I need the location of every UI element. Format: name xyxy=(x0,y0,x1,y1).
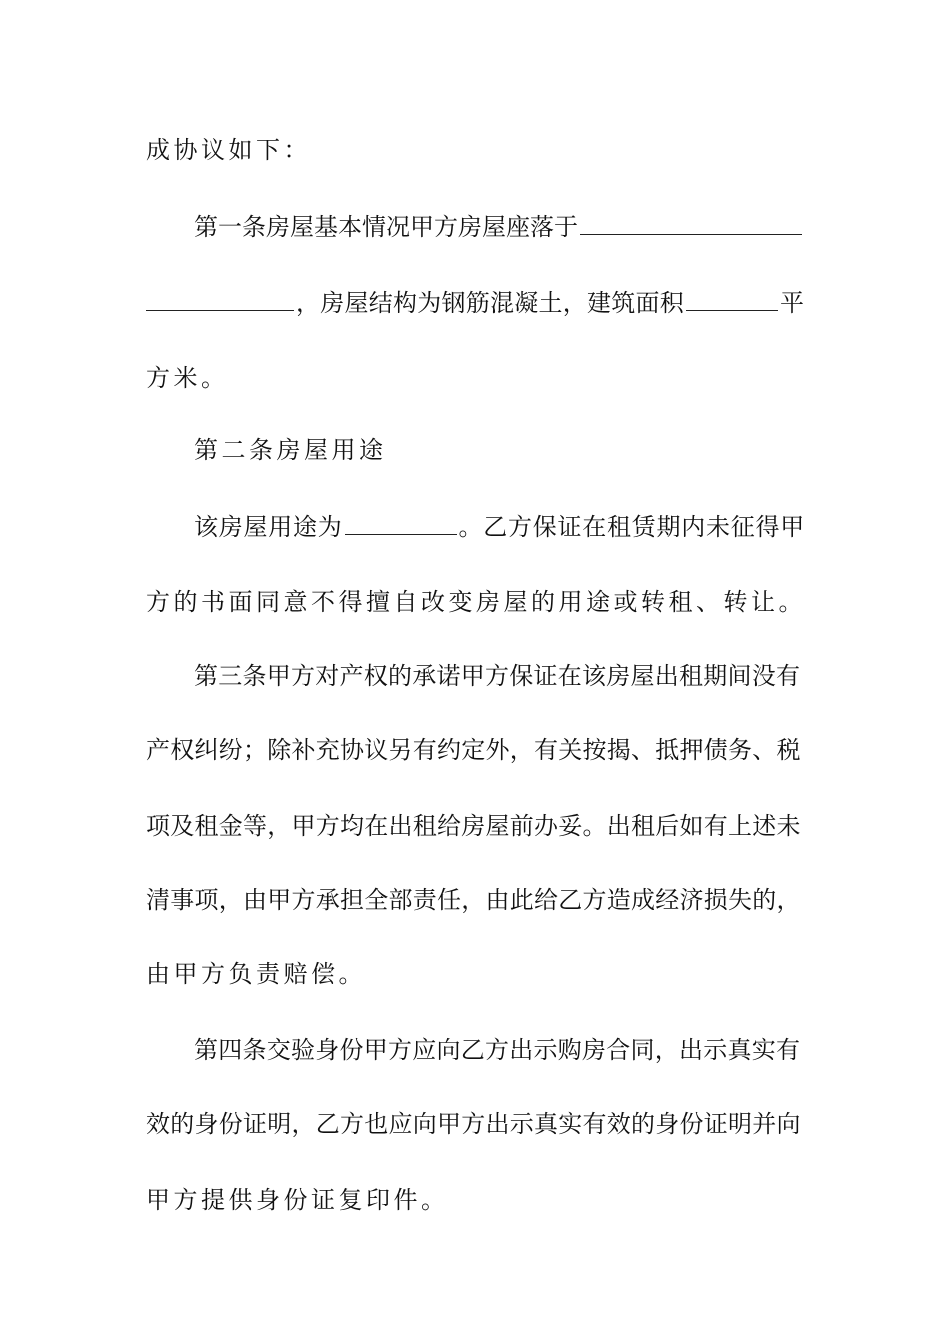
text-line xyxy=(194,508,806,544)
line-text: 第四条交验身份甲方应向乙方出示购房合同，出示真实有 xyxy=(194,1036,801,1064)
line-text: 由甲方负责赔偿。 xyxy=(146,960,366,988)
text-line xyxy=(194,658,806,694)
text-line xyxy=(146,1106,806,1142)
text-line xyxy=(146,732,806,768)
section-heading xyxy=(194,432,806,468)
text-line xyxy=(146,956,806,992)
text-line xyxy=(146,360,806,396)
line-text: 清事项，由甲方承担全部责任，由此给乙方造成经济损失的， xyxy=(146,886,801,914)
text-line xyxy=(194,208,806,244)
text-line xyxy=(146,882,806,918)
fill-in-blank xyxy=(146,284,294,311)
text-line xyxy=(194,1032,806,1068)
line-text: 项及租金等，甲方均在出租给房屋前办妥。出租后如有上述未 xyxy=(146,812,801,840)
line-text: 。乙方保证在租赁期内未征得甲 xyxy=(458,513,805,541)
line-text: 成协议如下： xyxy=(146,136,311,164)
line-text: 第三条甲方对产权的承诺甲方保证在该房屋出租期间没有 xyxy=(194,662,801,690)
line-text: 方的书面同意不得擅自改变房屋的用途或转租、转让。 xyxy=(146,588,806,616)
line-text: 平 xyxy=(780,289,805,317)
fill-in-blank xyxy=(345,508,457,535)
line-text: 第二条房屋用途 xyxy=(194,436,387,464)
text-line xyxy=(146,584,806,620)
text-line xyxy=(146,1182,806,1218)
line-text: 第一条房屋基本情况甲方房屋座落于 xyxy=(194,213,578,241)
line-text: ，房屋结构为钢筋混凝土，建筑面积 xyxy=(296,289,684,317)
text-line xyxy=(146,284,806,320)
line-text: 方米。 xyxy=(146,364,229,392)
fill-in-blank xyxy=(686,284,778,311)
line-text: 甲方提供身份证复印件。 xyxy=(146,1186,449,1214)
text-line xyxy=(146,808,806,844)
line-text: 产权纠纷；除补充协议另有约定外，有关按揭、抵押债务、税 xyxy=(146,736,801,764)
text-line xyxy=(146,132,806,168)
fill-in-blank xyxy=(580,208,802,235)
line-text: 效的身份证明，乙方也应向甲方出示真实有效的身份证明并向 xyxy=(146,1110,801,1138)
line-text: 该房屋用途为 xyxy=(194,513,343,541)
